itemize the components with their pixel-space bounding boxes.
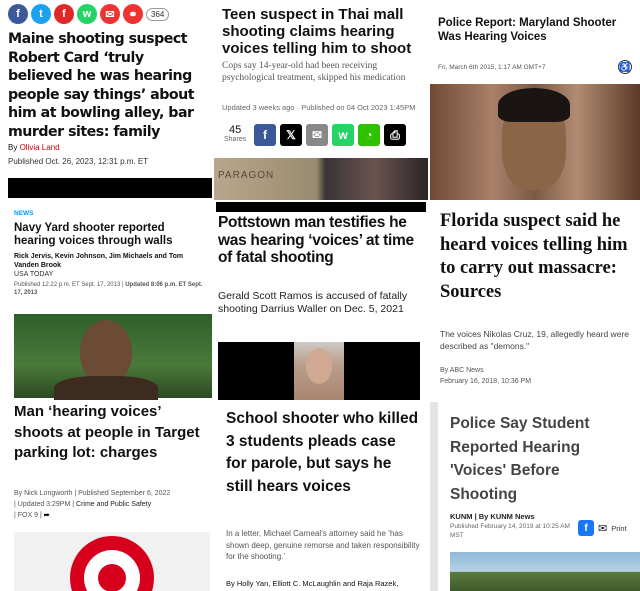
dek: Cops say 14-year-old had been receiving psychological treatment, skipped his medication [222,61,406,83]
share-bar [8,4,169,24]
section-label[interactable]: NEWS [14,210,34,217]
publish-date: Published February 14, 2019 at 10:25 AM MST [450,523,570,539]
target-center [98,564,126,591]
photo-frame [218,342,420,400]
mugshot [294,342,344,400]
target-logo-photo [14,532,210,591]
image-strip [8,178,212,198]
divider: | [14,501,18,508]
x-icon[interactable]: 𝕏 [280,124,302,146]
updated: Updated 3:29PM [17,501,71,508]
campus-photo [450,552,640,591]
share-count-label: Shares [224,136,247,143]
publish-date: Published Oct. 26, 2023, 12:31 p.m. ET [8,157,149,166]
share-count-number: 45 [228,124,242,136]
date-line: February 16, 2018, 10:36 PM [440,378,532,385]
print-icon[interactable]: ⎙ [384,124,406,146]
headline[interactable]: School shooter who killed 3 students pleads case for parole, but says he still hears voices [226,410,419,495]
face-shape [306,348,332,384]
facebook-icon[interactable]: f [254,124,276,146]
byline [8,143,60,152]
author[interactable]: By Nick Longworth [14,490,73,497]
authors: Rick Jervis, Kevin Johnson, Jim Michaels and Tom Vanden Brook [14,253,184,269]
category[interactable]: Crime and Public Safety [76,501,152,508]
left-rule [430,402,438,591]
byline[interactable]: KUNM | By KUNM News [450,512,535,521]
article-tile-maine [0,0,212,200]
byline[interactable]: By ABC News [440,367,484,374]
divider: | [74,490,79,497]
headline[interactable]: Florida suspect said he heard voices telling him to carry out massacre: Sources [440,211,628,302]
dek: The voices Nikolas Cruz, 19, allegedly heard were described as "demons." [440,329,629,351]
headline[interactable]: Teen suspect in Thai mall shooting claims hearing voices telling him to shoot [222,6,412,57]
channel[interactable]: FOX 9 [17,512,38,519]
email-icon[interactable]: ✉ [100,4,120,24]
divider: | [39,512,44,519]
mugshot-photo [430,84,640,200]
outlet: USA TODAY [14,271,54,278]
article-tile-pottstown [214,202,428,400]
divider: | [14,512,18,519]
whatsapp-icon[interactable]: w [332,124,354,146]
published: Published 12:22 p.m. ET Sept. 17, 2013 [14,282,121,288]
mall-sign-text: PARAGON [218,170,275,181]
article-tile-carneal [214,402,428,591]
share-buttons [254,124,410,146]
mall-photo [214,158,428,200]
published: Published September 6, 2022 [78,490,171,497]
flipboard-icon[interactable]: f [54,4,74,24]
share-arrow-icon[interactable]: ➦ [43,512,50,519]
print-label[interactable]: Print [611,523,627,533]
shoulders-shape [54,376,158,400]
headline[interactable]: Pottstown man testifies he was hearing ‘voices’ at time of fatal shooting [218,214,414,266]
twitter-icon[interactable]: t [31,4,51,24]
headline[interactable]: Police Report: Maryland Shooter Was Hearing Voices [438,17,617,43]
updated: Updated 8:06 p.m. ET Sept. 17, 2013 [14,282,203,296]
facebook-icon[interactable]: f [578,520,594,536]
headline[interactable]: Navy Yard shooter reported hearing voices through walls [14,222,173,247]
email-icon[interactable]: ✉ [306,124,328,146]
byline-prefix: By [8,143,18,152]
author-link[interactable]: Olivia Land [19,143,60,152]
divider: | [72,501,77,508]
byline: By Holly Yan, Elliott C. McLaughlin and Raja Razek, [226,579,399,588]
share-tools [578,520,627,536]
suspect-photo [14,314,212,398]
facebook-icon[interactable]: f [8,4,28,24]
publish-line [14,281,209,297]
meta-block [14,488,210,521]
divider: | [121,282,126,288]
email-icon[interactable]: ✉ [598,522,608,535]
dek: Gerald Scott Ramos is accused of fatally shooting Darrius Waller on Dec. 5, 2021 [218,290,408,315]
hair-shape [498,88,570,122]
article-tile-navy-yard [0,202,212,400]
headline[interactable]: Maine shooting suspect Robert Card ‘truly believed he was hearing people say things’ about him at bowling alley, bar murder sites: family [8,31,195,140]
share-count [224,124,246,143]
date-line: Fri, March 6th 2015, 1:17 AM GMT+7 [438,64,546,71]
article-tile-kunm [430,402,640,591]
article-tile-target [0,402,212,591]
share-count-badge: 364 [146,8,169,21]
meta-line: Updated 3 weeks ago · Published on 04 Oct 2023 1:45PM [222,103,416,112]
accessibility-icon[interactable]: ♿ [619,62,631,72]
article-tile-florida [430,202,640,400]
headline[interactable]: Police Say Student Reported Hearing 'Voices' Before Shooting [450,415,590,503]
headline[interactable]: Man ‘hearing voices’ shoots at people in Target parking lot: charges [14,403,200,461]
article-tile-maryland [430,0,640,200]
link-icon[interactable]: ⚭ [123,4,143,24]
wechat-icon[interactable]: ◔ [358,124,380,146]
article-tile-thai [214,0,428,200]
whatsapp-icon[interactable]: w [77,4,97,24]
dek: In a letter, Michael Carneal’s attorney said he ‘has shown deep, genuine remorse and taken responsibility for the shooting.’ [226,529,420,561]
top-bar [216,202,426,212]
